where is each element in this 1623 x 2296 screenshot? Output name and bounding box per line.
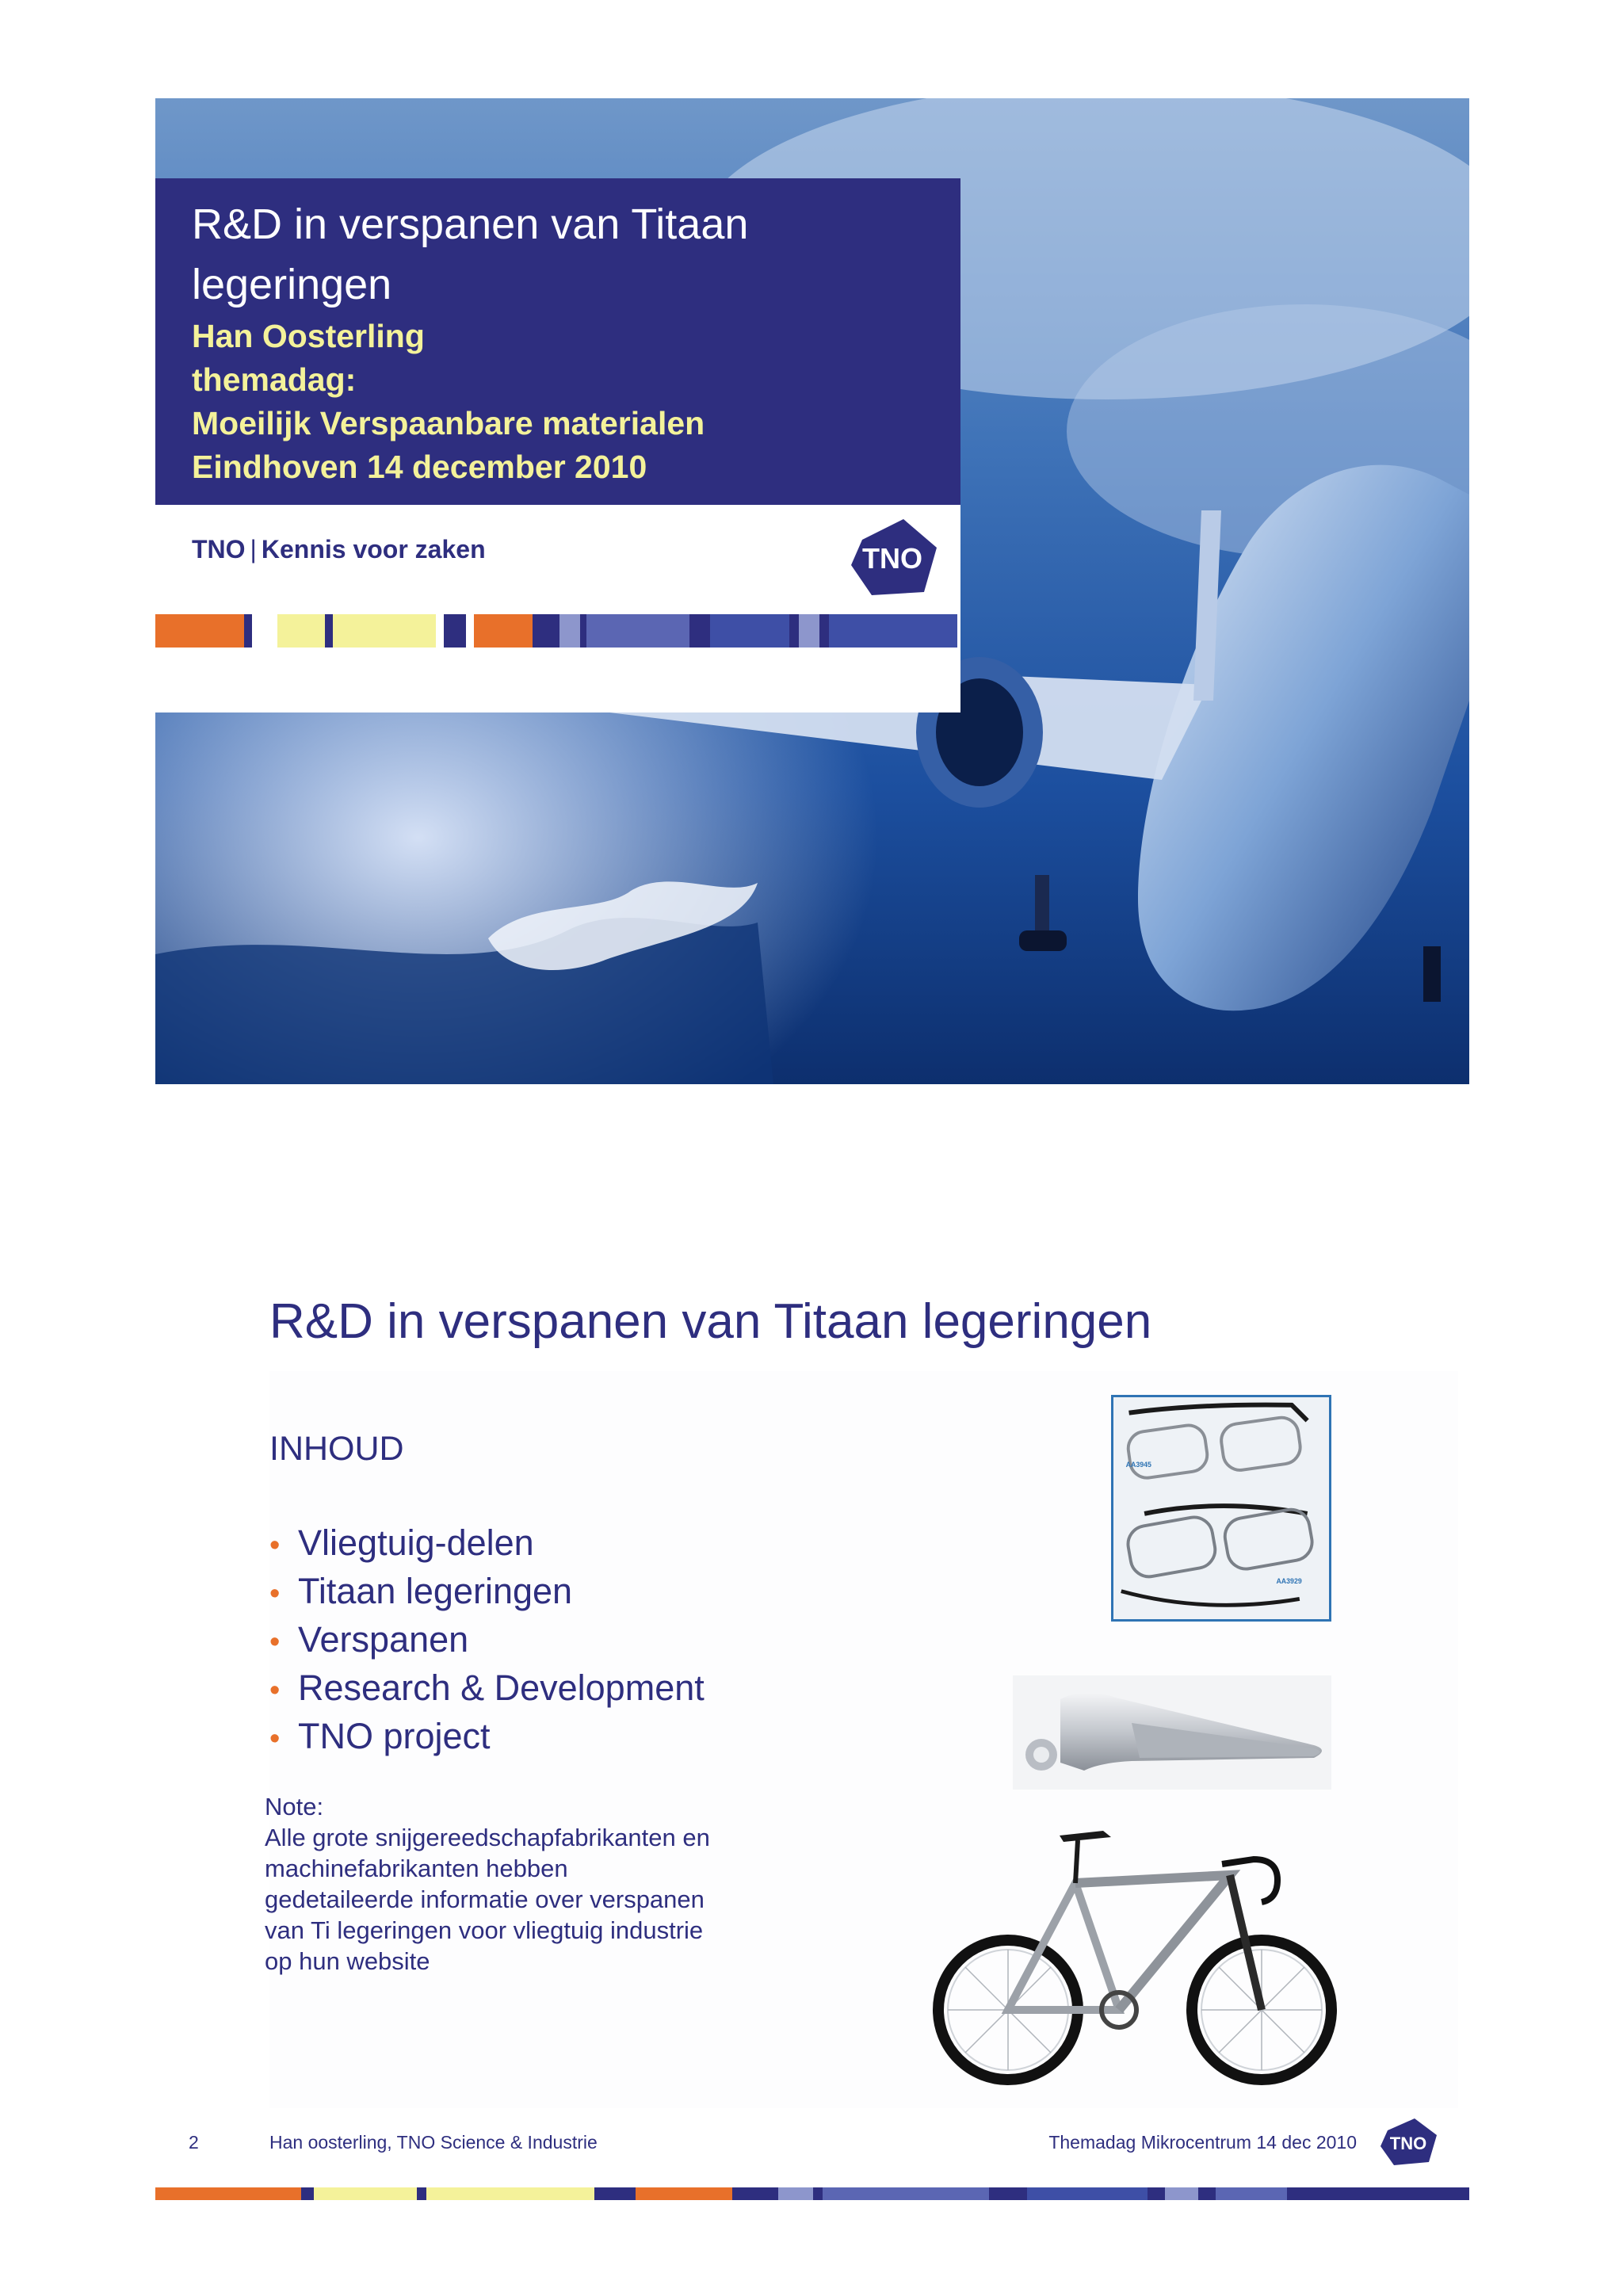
list-item: • Research & Development [269,1664,705,1712]
page-number: 2 [189,2132,199,2153]
color-stripe [155,2187,1469,2200]
tno-logo [848,516,940,598]
subtitle-date: Eindhoven 14 december 2010 [192,449,647,485]
slide-title: R&D in verspanen van Titaan legeringen [269,1294,1152,1349]
note-line: Alle grote snijgereedschapfabrikanten en [265,1824,710,1851]
bullet-icon: • [269,1577,281,1610]
title-panel [155,178,960,505]
svg-text:AA3945: AA3945 [1125,1461,1151,1469]
svg-text:TNO: TNO [1389,2134,1427,2153]
bullet-icon: • [269,1626,281,1659]
svg-text:TNO: TNO [862,542,922,575]
bullet-icon: • [269,1674,281,1707]
bullet-icon: • [269,1722,281,1755]
content-slide [155,1260,1469,2203]
note-line: op hun website [265,1947,430,1975]
hip-implant-image [1013,1675,1331,1790]
glasses-image [1111,1395,1331,1622]
bullet-list [269,1519,705,1760]
subtitle-event: themadag: [192,361,357,398]
note-line: gedetaileerde informatie over verspanen [265,1885,705,1913]
bullet-icon: • [269,1529,281,1562]
note-line: van Ti legeringen voor vliegtuig industrie [265,1916,704,1944]
svg-text:AA3929: AA3929 [1276,1576,1302,1585]
list-item: • TNO project [269,1712,705,1760]
section-heading: INHOUD [269,1430,404,1468]
color-stripe [155,614,960,648]
note-heading: Note: [265,1793,324,1820]
tagline-separator: | [250,535,257,563]
list-item: • Verspanen [269,1615,705,1664]
footer-event: Themadag Mikrocentrum 14 dec 2010 [1048,2132,1357,2153]
bicycle-image [921,1820,1349,2089]
tagline-brand: TNO [192,535,246,563]
slide-title: R&D in verspanen van Titaan legeringen [192,201,749,308]
list-item: • Titaan legeringen [269,1567,705,1615]
tagline-text: Kennis voor zaken [261,535,486,563]
tagline [192,535,486,564]
note-line: machinefabrikanten hebben [265,1855,568,1882]
subtitle-block [192,315,705,489]
footer-author: Han oosterling, TNO Science & Industrie [269,2132,598,2153]
title-slide [155,98,1469,1084]
list-item: • Vliegtuig-delen [269,1519,705,1567]
tno-logo [1378,2116,1440,2167]
note-block [265,1791,710,1977]
subtitle-topic: Moeilijk Verspaanbare materialen [192,405,705,441]
tagline-band [155,505,960,712]
subtitle-author: Han Oosterling [192,318,425,354]
